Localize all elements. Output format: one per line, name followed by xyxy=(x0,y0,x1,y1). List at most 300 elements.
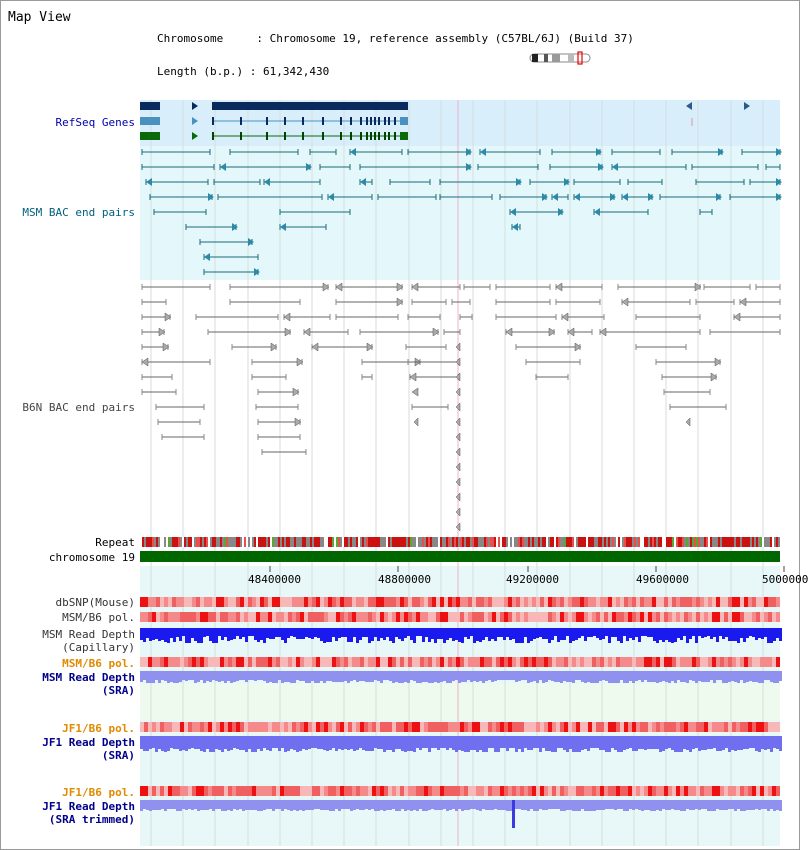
heat-cell xyxy=(220,597,224,607)
heat-cell xyxy=(536,612,540,622)
depth-bar xyxy=(386,736,389,750)
depth-bar xyxy=(734,671,737,682)
heat-cell xyxy=(692,786,696,796)
depth-bar xyxy=(743,736,746,749)
repeat-segment xyxy=(170,537,172,547)
repeat-segment xyxy=(314,537,316,547)
heat-cell xyxy=(444,612,448,622)
heat-cell xyxy=(728,657,732,667)
depth-bar xyxy=(557,628,560,642)
depth-bar xyxy=(473,800,476,809)
depth-bar xyxy=(254,671,257,681)
depth-bar xyxy=(287,736,290,751)
heat-cell xyxy=(608,722,612,732)
depth-bar xyxy=(719,671,722,680)
heat-cell xyxy=(476,612,480,622)
depth-bar xyxy=(731,736,734,750)
heat-cell xyxy=(200,597,204,607)
heat-cell xyxy=(724,786,728,796)
repeat-segment xyxy=(746,537,748,547)
heat-cell xyxy=(496,597,500,607)
repeat-segment xyxy=(306,537,308,547)
depth-bar xyxy=(518,628,521,643)
heat-cell xyxy=(416,612,420,622)
heat-cell xyxy=(668,657,672,667)
heat-cell xyxy=(580,597,584,607)
depth-bar xyxy=(449,628,452,638)
heat-cell xyxy=(512,597,516,607)
depth-bar xyxy=(581,736,584,750)
heat-cell xyxy=(504,597,508,607)
heat-cell xyxy=(392,597,396,607)
repeat-segment xyxy=(548,537,550,547)
repeat-segment xyxy=(234,537,236,547)
depth-bar xyxy=(446,671,449,683)
repeat-segment xyxy=(150,537,152,547)
depth-bar xyxy=(209,800,212,809)
heat-cell xyxy=(468,657,472,667)
depth-bar xyxy=(551,800,554,809)
depth-bar xyxy=(491,736,494,748)
depth-bar xyxy=(530,800,533,809)
depth-bar xyxy=(374,800,377,811)
depth-bar xyxy=(728,736,731,752)
repeat-segment xyxy=(146,537,148,547)
repeat-segment xyxy=(428,537,430,547)
depth-bar xyxy=(530,671,533,682)
heat-cell xyxy=(332,657,336,667)
depth-bar xyxy=(719,800,722,810)
gene-exon xyxy=(340,117,342,125)
depth-bar xyxy=(179,800,182,811)
repeat-segment xyxy=(316,537,318,547)
depth-bar xyxy=(422,628,425,642)
depth-bar xyxy=(728,671,731,682)
heat-cell xyxy=(464,657,468,667)
heat-cell xyxy=(480,786,484,796)
gene-exon xyxy=(384,132,386,140)
heat-cell xyxy=(316,612,320,622)
heat-cell xyxy=(316,657,320,667)
heat-cell xyxy=(368,657,372,667)
heat-cell xyxy=(344,597,348,607)
depth-bar xyxy=(596,736,599,748)
heat-cell xyxy=(444,722,448,732)
depth-bar xyxy=(218,628,221,636)
heat-cell xyxy=(268,786,272,796)
heat-cell xyxy=(652,786,656,796)
heat-cell xyxy=(484,597,488,607)
depth-bar xyxy=(335,628,338,641)
repeat-segment xyxy=(438,537,440,547)
depth-bar xyxy=(365,800,368,809)
depth-bar xyxy=(206,736,209,749)
heat-cell xyxy=(536,597,540,607)
heat-cell xyxy=(220,657,224,667)
heat-cell xyxy=(760,612,764,622)
heat-cell xyxy=(604,786,608,796)
heat-cell xyxy=(684,612,688,622)
heat-cell xyxy=(320,786,324,796)
depth-bar xyxy=(269,628,272,639)
depth-bar xyxy=(593,736,596,748)
heat-cell xyxy=(428,657,432,667)
heat-cell xyxy=(420,722,424,732)
depth-bar xyxy=(407,671,410,683)
depth-bar xyxy=(626,800,629,811)
depth-bar xyxy=(206,800,209,810)
depth-bar xyxy=(614,800,617,810)
heat-cell xyxy=(720,597,724,607)
heat-cell xyxy=(448,786,452,796)
depth-bar xyxy=(554,628,557,636)
depth-bar xyxy=(350,671,353,681)
repeat-segment xyxy=(534,537,536,547)
heat-cell xyxy=(220,722,224,732)
heat-cell xyxy=(700,786,704,796)
depth-bar xyxy=(188,736,191,749)
depth-bar xyxy=(158,800,161,810)
heat-cell xyxy=(400,597,404,607)
heat-cell xyxy=(456,597,460,607)
heat-cell xyxy=(536,786,540,796)
depth-bar xyxy=(164,736,167,752)
depth-bar xyxy=(452,628,455,641)
heat-cell xyxy=(200,786,204,796)
depth-bar xyxy=(191,736,194,748)
repeat-segment xyxy=(680,537,682,547)
depth-bar xyxy=(623,800,626,811)
heat-cell xyxy=(632,612,636,622)
heat-cell xyxy=(460,597,464,607)
depth-bar xyxy=(389,671,392,681)
heat-cell xyxy=(524,612,528,622)
heat-cell xyxy=(408,722,412,732)
heat-cell xyxy=(196,597,200,607)
heat-cell xyxy=(212,786,216,796)
repeat-segment xyxy=(466,537,468,547)
heat-cell xyxy=(388,722,392,732)
heat-cell xyxy=(232,722,236,732)
depth-bar xyxy=(377,628,380,641)
heat-cell xyxy=(304,722,308,732)
depth-bar xyxy=(596,628,599,638)
depth-bar xyxy=(695,800,698,809)
repeat-segment xyxy=(358,537,360,547)
depth-bar xyxy=(671,671,674,681)
heat-cell xyxy=(708,597,712,607)
repeat-segment xyxy=(714,537,716,547)
depth-bar xyxy=(371,671,374,682)
heat-cell xyxy=(728,722,732,732)
heat-cell xyxy=(240,657,244,667)
depth-bar xyxy=(317,671,320,683)
depth-bar xyxy=(308,800,311,810)
heat-cell xyxy=(240,786,244,796)
heat-cell xyxy=(520,657,524,667)
heat-cell xyxy=(248,612,252,622)
heat-cell xyxy=(192,786,196,796)
depth-bar xyxy=(560,671,563,683)
heat-cell xyxy=(460,657,464,667)
heat-cell xyxy=(196,612,200,622)
heat-cell xyxy=(232,597,236,607)
heat-cell xyxy=(680,722,684,732)
depth-bar xyxy=(347,800,350,809)
heat-cell xyxy=(604,612,608,622)
depth-bar xyxy=(503,671,506,680)
heat-cell xyxy=(320,657,324,667)
heat-cell xyxy=(464,597,468,607)
heat-cell xyxy=(412,657,416,667)
gene-block xyxy=(212,102,408,110)
depth-bar xyxy=(704,736,707,750)
repeat-segment xyxy=(330,537,332,547)
depth-bar xyxy=(233,671,236,682)
heat-cell xyxy=(204,612,208,622)
depth-bar xyxy=(377,736,380,749)
depth-bar xyxy=(551,671,554,681)
repeat-segment xyxy=(702,537,704,547)
depth-bar xyxy=(587,671,590,682)
depth-bar xyxy=(155,736,158,752)
depth-bar xyxy=(536,671,539,683)
depth-bar xyxy=(641,671,644,682)
heat-cell xyxy=(524,597,528,607)
depth-bar xyxy=(500,671,503,680)
depth-bar xyxy=(266,736,269,750)
repeat-segment xyxy=(386,537,388,547)
depth-bar xyxy=(155,671,158,680)
depth-bar xyxy=(281,736,284,748)
gene-exon xyxy=(212,132,214,140)
heat-cell xyxy=(652,657,656,667)
depth-bar xyxy=(629,628,632,638)
gene-exon xyxy=(266,132,268,140)
depth-bar xyxy=(266,628,269,638)
depth-bar xyxy=(209,736,212,752)
depth-bar xyxy=(740,671,743,680)
depth-bar xyxy=(710,736,713,749)
depth-bar xyxy=(479,800,482,811)
repeat-segment xyxy=(162,537,164,547)
repeat-segment xyxy=(338,537,340,547)
heat-cell xyxy=(356,786,360,796)
repeat-segment xyxy=(690,537,692,547)
depth-bar xyxy=(236,736,239,749)
lower-track-label-line2: (SRA) xyxy=(101,749,135,762)
repeat-segment xyxy=(474,537,476,547)
depth-bar xyxy=(152,628,155,640)
depth-bar xyxy=(758,628,761,638)
depth-bar xyxy=(245,800,248,810)
depth-bar xyxy=(611,736,614,748)
depth-bar xyxy=(521,671,524,680)
repeat-segment xyxy=(496,537,498,547)
heat-cell xyxy=(740,722,744,732)
depth-bar xyxy=(248,628,251,636)
repeat-segment xyxy=(596,537,598,547)
depth-bar xyxy=(275,628,278,637)
depth-bar xyxy=(260,736,263,751)
heat-cell xyxy=(772,597,776,607)
depth-bar xyxy=(380,671,383,683)
repeat-segment xyxy=(498,537,500,547)
depth-bar xyxy=(656,736,659,749)
depth-bar xyxy=(443,736,446,748)
depth-bar xyxy=(236,671,239,681)
heat-cell xyxy=(604,722,608,732)
depth-bar xyxy=(725,736,728,748)
heat-cell xyxy=(264,612,268,622)
heat-cell xyxy=(476,597,480,607)
depth-bar xyxy=(287,628,290,638)
repeat-segment xyxy=(618,537,620,547)
depth-bar xyxy=(251,671,254,680)
depth-bar xyxy=(635,736,638,751)
depth-bar xyxy=(542,800,545,810)
depth-bar xyxy=(689,628,692,639)
repeat-segment xyxy=(658,537,660,547)
heat-cell xyxy=(492,722,496,732)
depth-bar xyxy=(533,800,536,811)
depth-bar xyxy=(161,671,164,680)
repeat-segment xyxy=(154,537,156,547)
depth-bar xyxy=(656,671,659,683)
heat-cell xyxy=(212,612,216,622)
depth-bar xyxy=(602,628,605,639)
depth-bar xyxy=(632,800,635,810)
gene-exon xyxy=(366,132,368,140)
depth-bar xyxy=(764,736,767,750)
depth-bar xyxy=(173,628,176,642)
heat-cell xyxy=(156,786,160,796)
heat-cell xyxy=(400,612,404,622)
depth-bar xyxy=(587,628,590,637)
heat-cell xyxy=(348,786,352,796)
depth-bar xyxy=(530,628,533,641)
repeat-segment xyxy=(140,537,142,547)
repeat-segment xyxy=(280,537,282,547)
depth-bar xyxy=(158,736,161,749)
depth-bar xyxy=(689,800,692,810)
depth-bar xyxy=(398,628,401,639)
lower-track-label-line1: MSM Read Depth xyxy=(42,628,135,641)
repeat-segment xyxy=(722,537,724,547)
heat-cell xyxy=(620,722,624,732)
repeat-segment xyxy=(390,537,392,547)
gene-exon xyxy=(384,117,386,125)
depth-bar xyxy=(242,628,245,637)
repeat-segment xyxy=(696,537,698,547)
gene-exon xyxy=(266,117,268,125)
depth-bar xyxy=(368,671,371,682)
depth-bar xyxy=(611,628,614,637)
depth-bar xyxy=(662,671,665,681)
depth-bar xyxy=(227,800,230,810)
repeat-segment xyxy=(604,537,606,547)
depth-bar xyxy=(323,800,326,810)
heat-cell xyxy=(664,612,668,622)
heat-cell xyxy=(216,612,220,622)
repeat-segment xyxy=(304,537,306,547)
heat-cell xyxy=(772,722,776,732)
heat-cell xyxy=(436,597,440,607)
heat-cell xyxy=(688,786,692,796)
repeat-segment xyxy=(156,537,158,547)
depth-bar xyxy=(227,628,230,641)
depth-bar xyxy=(209,671,212,682)
depth-bar xyxy=(428,628,431,642)
depth-bar xyxy=(767,736,770,749)
heat-cell xyxy=(344,786,348,796)
heat-cell xyxy=(232,612,236,622)
spacer-bg xyxy=(140,684,780,720)
gene-exon xyxy=(374,117,376,125)
depth-bar xyxy=(677,671,680,680)
depth-bar xyxy=(485,628,488,637)
repeat-segment xyxy=(682,537,684,547)
heat-cell xyxy=(472,722,476,732)
heat-cell xyxy=(356,597,360,607)
depth-bar xyxy=(230,736,233,750)
depth-bar xyxy=(254,800,257,810)
depth-bar xyxy=(287,671,290,682)
depth-bar xyxy=(764,628,767,637)
heat-cell xyxy=(612,657,616,667)
depth-bar xyxy=(671,736,674,750)
depth-bar xyxy=(635,671,638,681)
depth-bar xyxy=(713,800,716,811)
heat-cell xyxy=(308,722,312,732)
heat-cell xyxy=(416,722,420,732)
depth-bar xyxy=(269,800,272,809)
depth-bar xyxy=(395,736,398,749)
depth-bar xyxy=(338,671,341,682)
heat-cell xyxy=(440,597,444,607)
depth-bar xyxy=(653,671,656,682)
depth-bar xyxy=(749,628,752,636)
heat-cell xyxy=(624,657,628,667)
heat-cell xyxy=(692,612,696,622)
heat-cell xyxy=(492,786,496,796)
depth-bar xyxy=(563,671,566,681)
repeat-segment xyxy=(480,537,482,547)
heat-cell xyxy=(328,612,332,622)
heat-cell xyxy=(304,612,308,622)
heat-cell xyxy=(228,612,232,622)
depth-bar xyxy=(695,671,698,683)
repeat-segment xyxy=(350,537,352,547)
heat-cell xyxy=(376,722,380,732)
heat-cell xyxy=(260,786,264,796)
depth-bar xyxy=(593,628,596,636)
lower-track-label xyxy=(62,657,135,670)
depth-bar xyxy=(632,628,635,640)
depth-bar xyxy=(302,800,305,811)
depth-bar xyxy=(182,671,185,680)
repeat-segment xyxy=(736,537,738,547)
repeat-segment xyxy=(208,537,210,547)
lower-track-label-line1: dbSNP(Mouse) xyxy=(55,596,135,609)
depth-bar xyxy=(161,736,164,751)
depth-bar xyxy=(548,671,551,680)
heat-cell xyxy=(528,612,532,622)
heat-cell xyxy=(324,657,328,667)
repeat-segment xyxy=(346,537,348,547)
depth-bar xyxy=(356,671,359,682)
heat-cell xyxy=(188,786,192,796)
